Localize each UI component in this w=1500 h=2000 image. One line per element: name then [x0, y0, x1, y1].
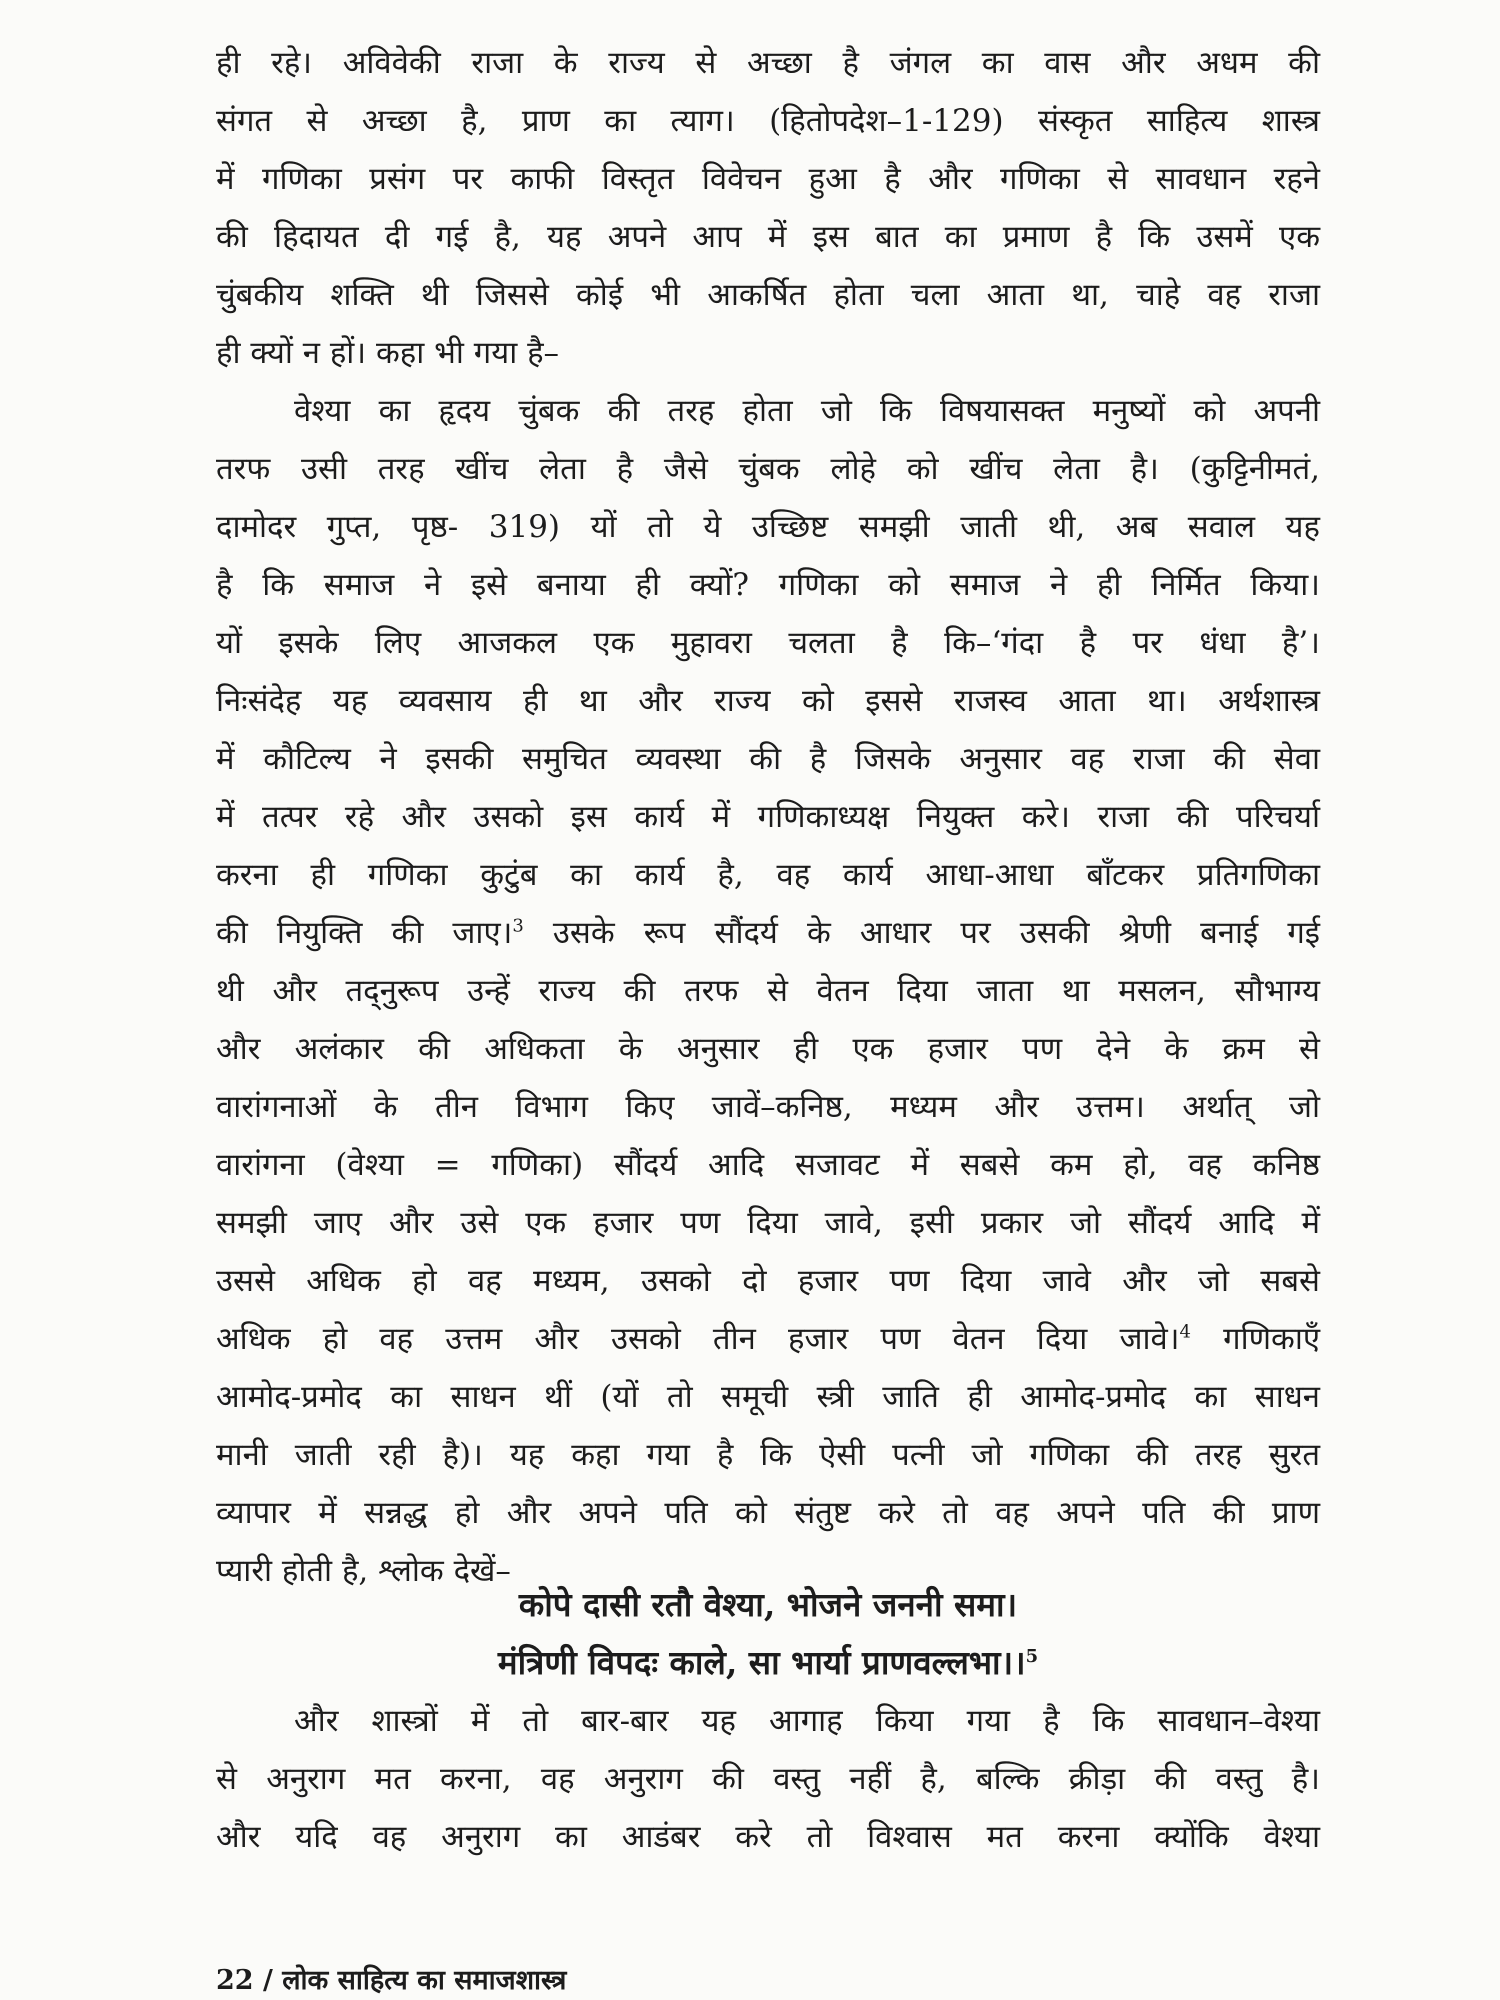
text-segment: उसके रूप सौंदर्य के आधार पर उसकी श्रेणी बनाई गई	[523, 915, 1320, 951]
text-line: और अलंकार की अधिकता के अनुसार ही एक हजार पण देने के क्रम से	[216, 1031, 1320, 1067]
text-line: व्यापार में सन्नद्ध हो और अपने पति को संतुष्ट करे तो वह अपने पति की प्राण	[216, 1495, 1320, 1531]
text-line: संगत से अच्छा है, प्राण का त्याग। (हितोपदेश–1-129) संस्कृत साहित्य शास्त्र	[216, 103, 1320, 139]
text-line: समझी जाए और उसे एक हजार पण दिया जावे, इसी प्रकार जो सौंदर्य आदि में	[216, 1205, 1320, 1241]
text-line: मानी जाती रही है)। यह कहा गया है कि ऐसी पत्नी जो गणिका की तरह सुरत	[216, 1437, 1320, 1473]
text-line: थी और तद्नुरूप उन्हें राज्य की तरफ से वेतन दिया जाता था मसलन, सौभाग्य	[216, 973, 1320, 1009]
footnote-marker: 4	[1179, 1321, 1191, 1343]
text-line: करना ही गणिका कुटुंब का कार्य है, वह कार्य आधा-आधा बाँटकर प्रतिगणिका	[216, 857, 1320, 893]
text-segment: गणिकाएँ	[1190, 1321, 1320, 1357]
text-line: वेश्या का हृदय चुंबक की तरह होता जो कि विषयासक्त मनुष्यों को अपनी	[294, 393, 1320, 429]
verse-line	[216, 1634, 1320, 1692]
text-line: उससे अधिक हो वह मध्यम, उसको दो हजार पण दिया जावे और जो सबसे	[216, 1263, 1320, 1299]
text-line: यों इसके लिए आजकल एक मुहावरा चलता है कि–‘गंदा है पर धंधा है’।	[216, 625, 1320, 661]
text-line: है कि समाज ने इसे बनाया ही क्यों? गणिका को समाज ने ही निर्मित किया।	[216, 567, 1320, 603]
text-line: वारांगनाओं के तीन विभाग किए जावें–कनिष्ठ, मध्यम और उत्तम। अर्थात् जो	[216, 1089, 1320, 1125]
text-line: में कौटिल्य ने इसकी समुचित व्यवस्था की है जिसके अनुसार वह राजा की सेवा	[216, 741, 1320, 777]
text-line	[216, 904, 1320, 962]
text-line: से अनुराग मत करना, वह अनुराग की वस्तु नहीं है, बल्कि क्रीड़ा की वस्तु है।	[216, 1761, 1320, 1797]
closing-paragraph	[216, 1692, 1320, 1866]
text-line: निःसंदेह यह व्यवसाय ही था और राज्य को इससे राजस्व आता था। अर्थशास्त्र	[216, 683, 1320, 719]
text-line: और शास्त्रों में तो बार-बार यह आगाह किया गया है कि सावधान–वेश्या	[294, 1703, 1320, 1739]
verse-text: मंत्रिणी विपदः काले, सा भार्या प्राणवल्लभा।।	[497, 1643, 1026, 1682]
text-line: ही क्यों न हों। कहा भी गया है–	[216, 335, 560, 371]
footnote-marker: 5	[1025, 1646, 1039, 1667]
page-footer: 22 / लोक साहित्य का समाजशास्त्र	[216, 1965, 567, 1996]
text-segment: की नियुक्ति की जाए।	[216, 915, 513, 951]
text-line: की हिदायत दी गई है, यह अपने आप में इस बात का प्रमाण है कि उसमें एक	[216, 219, 1320, 255]
text-segment: अधिक हो वह उत्तम और उसको तीन हजार पण वेतन दिया जावे।	[216, 1321, 1180, 1357]
text-line: चुंबकीय शक्ति थी जिससे कोई भी आकर्षित होता चला आता था, चाहे वह राजा	[216, 277, 1320, 313]
text-line: ही रहे। अविवेकी राजा के राज्य से अच्छा है जंगल का वास और अधम की	[216, 45, 1320, 81]
text-line: आमोद-प्रमोद का साधन थीं (यों तो समूची स्त्री जाति ही आमोद-प्रमोद का साधन	[216, 1379, 1320, 1415]
text-line: में गणिका प्रसंग पर काफी विस्तृत विवेचन हुआ है और गणिका से सावधान रहने	[216, 161, 1320, 197]
text-line: में तत्पर रहे और उसको इस कार्य में गणिकाध्यक्ष नियुक्त करे। राजा की परिचर्या	[216, 799, 1320, 835]
text-line: वारांगना (वेश्या = गणिका) सौंदर्य आदि सजावट में सबसे कम हो, वह कनिष्ठ	[216, 1147, 1320, 1183]
main-text	[216, 34, 1320, 1600]
text-line: तरफ उसी तरह खींच लेता है जैसे चुंबक लोहे को खींच लेता है। (कुट्टिनीमतं,	[216, 451, 1320, 487]
verse-line: कोपे दासी रतौ वेश्या, भोजने जननी समा।	[518, 1585, 1018, 1624]
footnote-marker: 3	[512, 915, 524, 937]
text-line: दामोदर गुप्त, पृष्ठ- 319) यों तो ये उच्छिष्ट समझी जाती थी, अब सवाल यह	[216, 509, 1320, 545]
text-line: और यदि वह अनुराग का आडंबर करे तो विश्वास मत करना क्योंकि वेश्या	[216, 1819, 1320, 1855]
text-line	[216, 1310, 1320, 1368]
text-line: प्यारी होती है, श्लोक देखें–	[216, 1553, 511, 1589]
